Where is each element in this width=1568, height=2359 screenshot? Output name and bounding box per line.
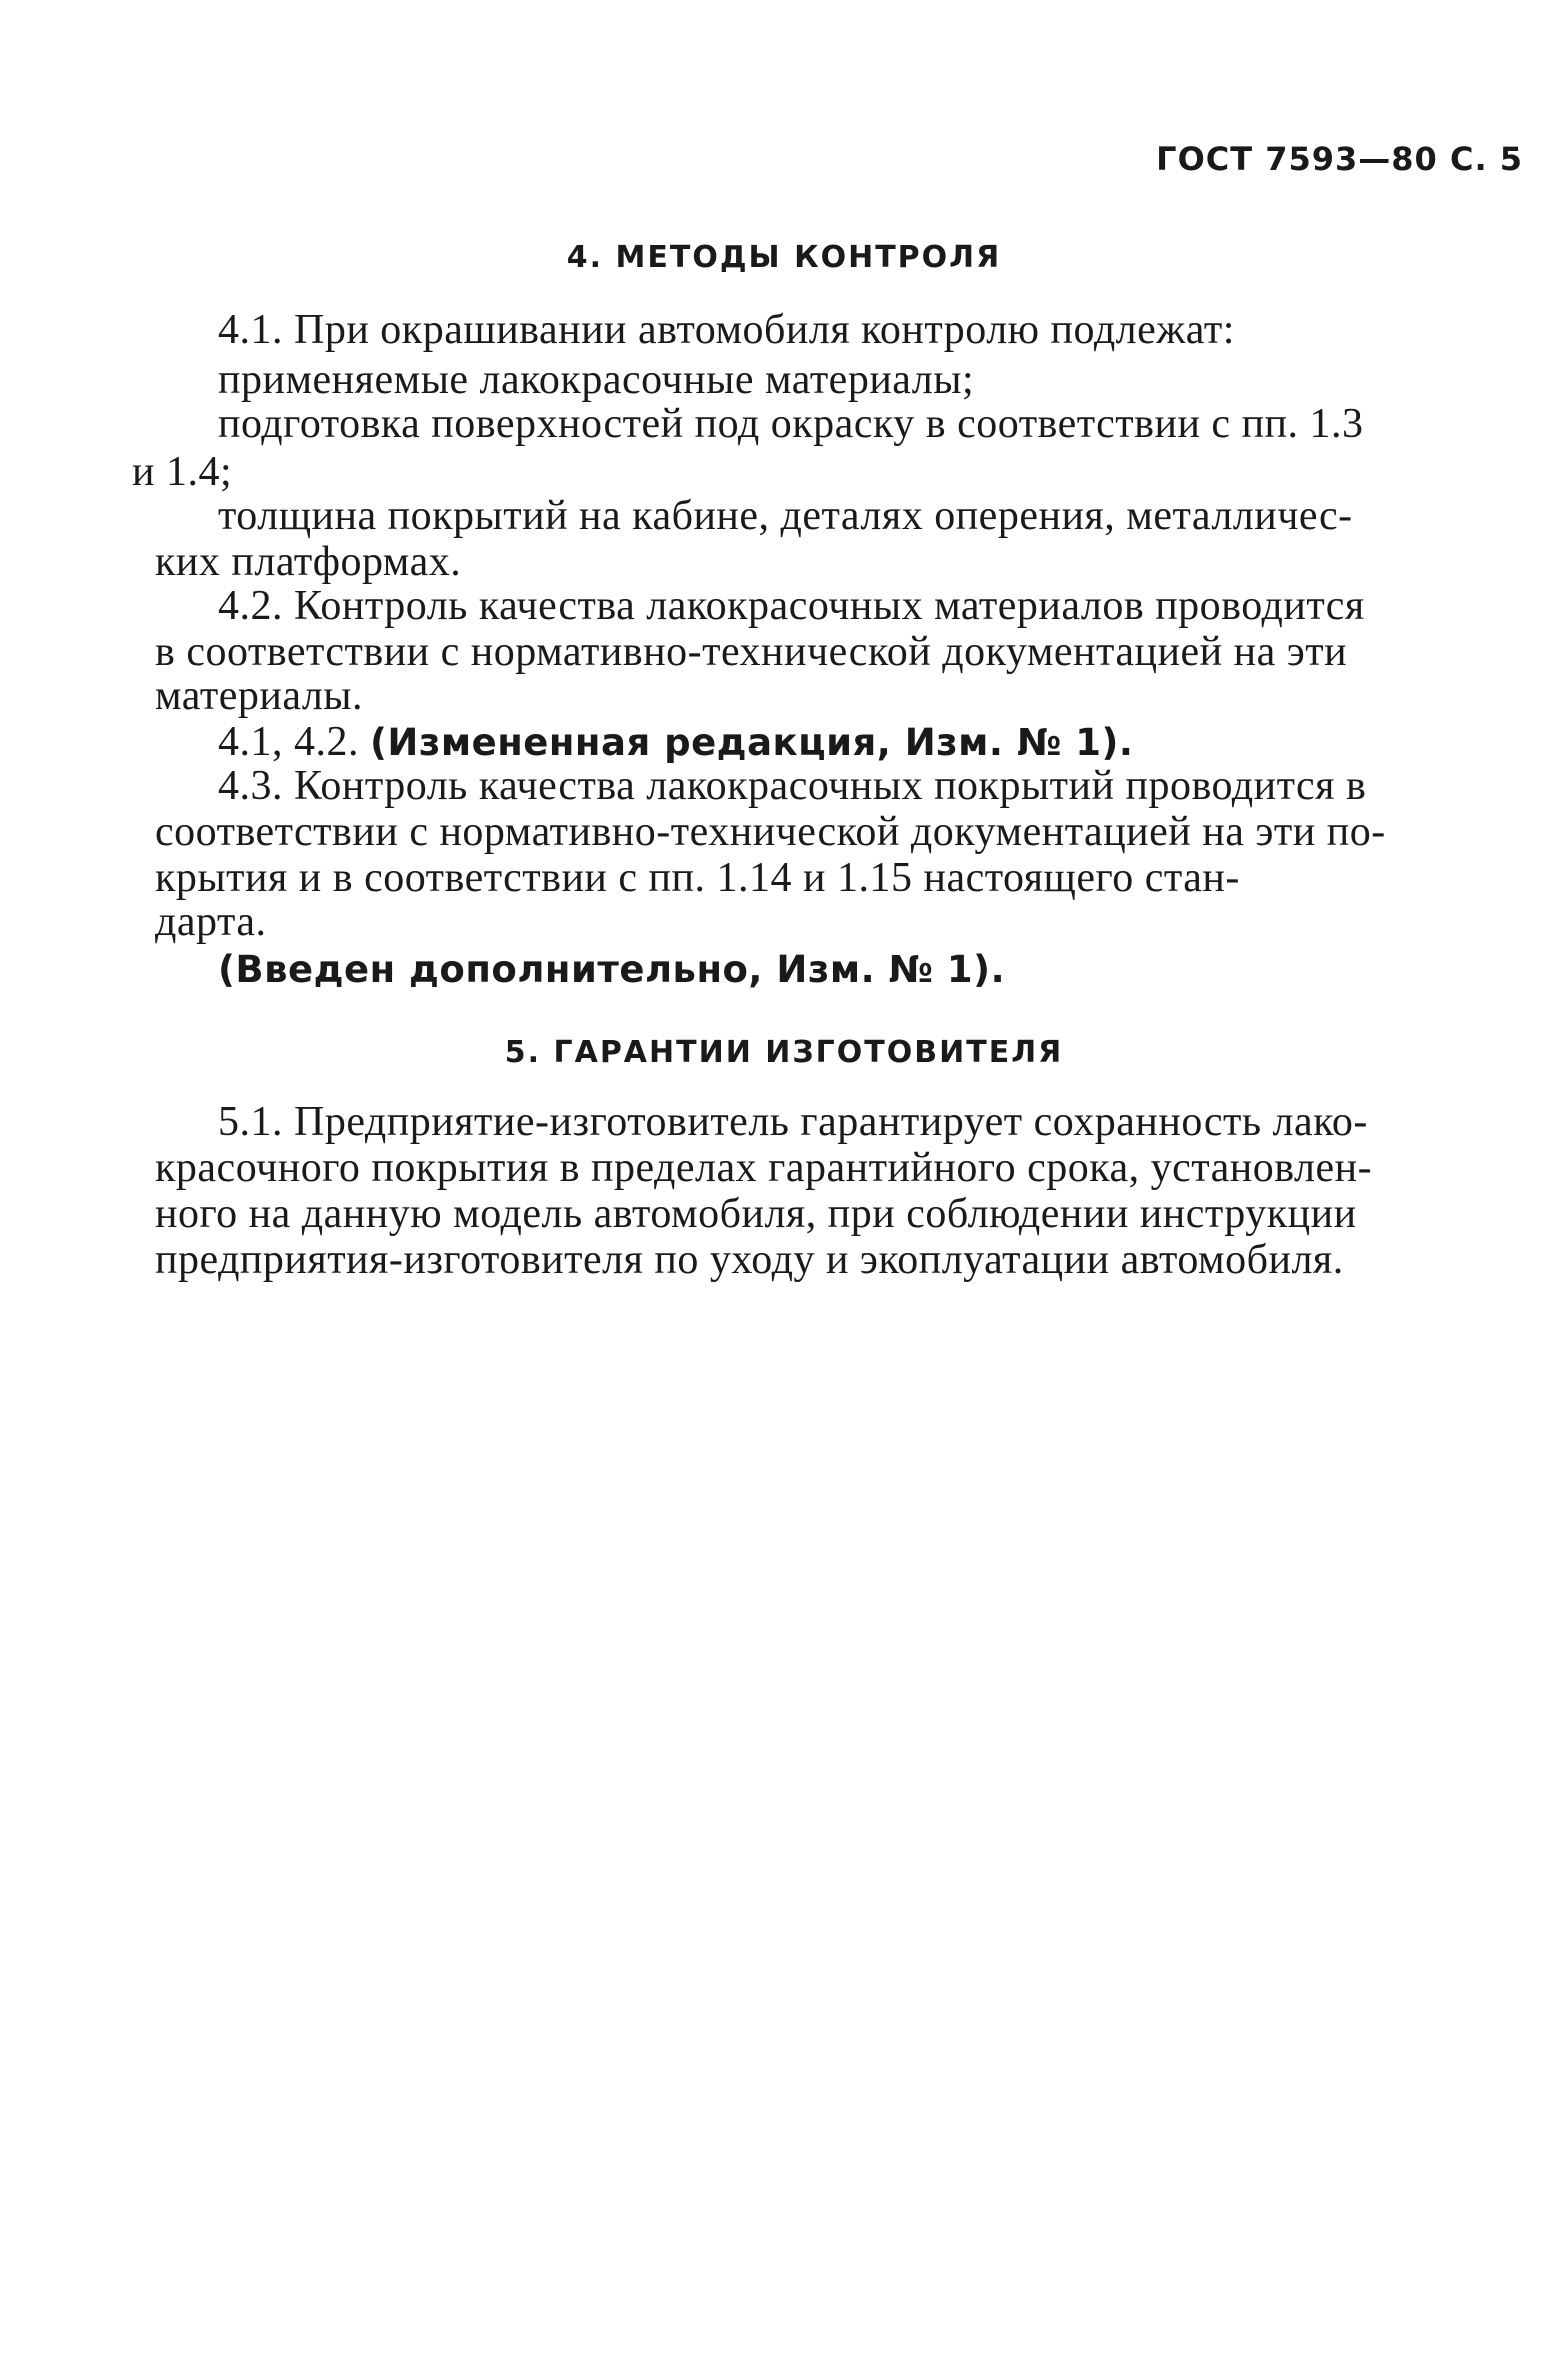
section-4-title: 4. МЕТОДЫ КОНТРОЛЯ [566, 240, 1002, 275]
paragraph-line: соответствии с нормативно-технической документацией на эти по- [155, 809, 1386, 855]
paragraph-line: применяемые лакокрасочные материалы; [218, 357, 975, 403]
paragraph-line: красочного покрытия в пределах гарантийного срока, установлен- [155, 1145, 1373, 1191]
paragraph-line: в соответствии с нормативно-технической документацией на эти [155, 629, 1348, 675]
paragraph-line: и 1.4; [132, 449, 233, 495]
paragraph-line: 4.1. При окрашивании автомобиля контролю подлежат: [218, 307, 1235, 353]
paragraph-line: 5.1. Предприятие-изготовитель гарантирует сохранность лако- [218, 1099, 1368, 1145]
amendment-prefix: 4.1, 4.2. [218, 719, 359, 765]
amendment-line [218, 720, 1133, 765]
paragraph-line: 4.2. Контроль качества лакокрасочных материалов проводится [218, 583, 1365, 629]
paragraph-line: ких платформах. [155, 539, 462, 585]
paragraph-line: материалы. [155, 673, 364, 719]
paragraph-line: предприятия-изготовителя по уходу и экоплуатации автомобиля. [155, 1237, 1344, 1283]
paragraph-line: ного на данную модель автомобиля, при соблюдении инструкции [155, 1191, 1357, 1237]
paragraph-line: крытия и в соответствии с пп. 1.14 и 1.15 настоящего стан- [155, 855, 1240, 901]
paragraph-line: толщина покрытий на кабине, деталях оперения, металличес- [218, 493, 1353, 539]
introduced-note: (Введен дополнительно, Изм. № 1). [218, 948, 1006, 991]
paragraph-line: 4.3. Контроль качества лакокрасочных покрытий проводится в [218, 763, 1367, 809]
page-header-code: ГОСТ 7593—80 С. 5 [1156, 140, 1523, 178]
paragraph-line [218, 402, 1526, 446]
amendment-note: (Измененная редакция, Изм. № 1). [370, 721, 1134, 764]
paragraph-line-text: подготовка поверхностей под окраску в соответствии с пп. 1.3 [218, 401, 1364, 447]
section-5-title: 5. ГАРАНТИИ ИЗГОТОВИТЕЛЯ [504, 1035, 1064, 1070]
paragraph-line: дарта. [155, 899, 267, 945]
